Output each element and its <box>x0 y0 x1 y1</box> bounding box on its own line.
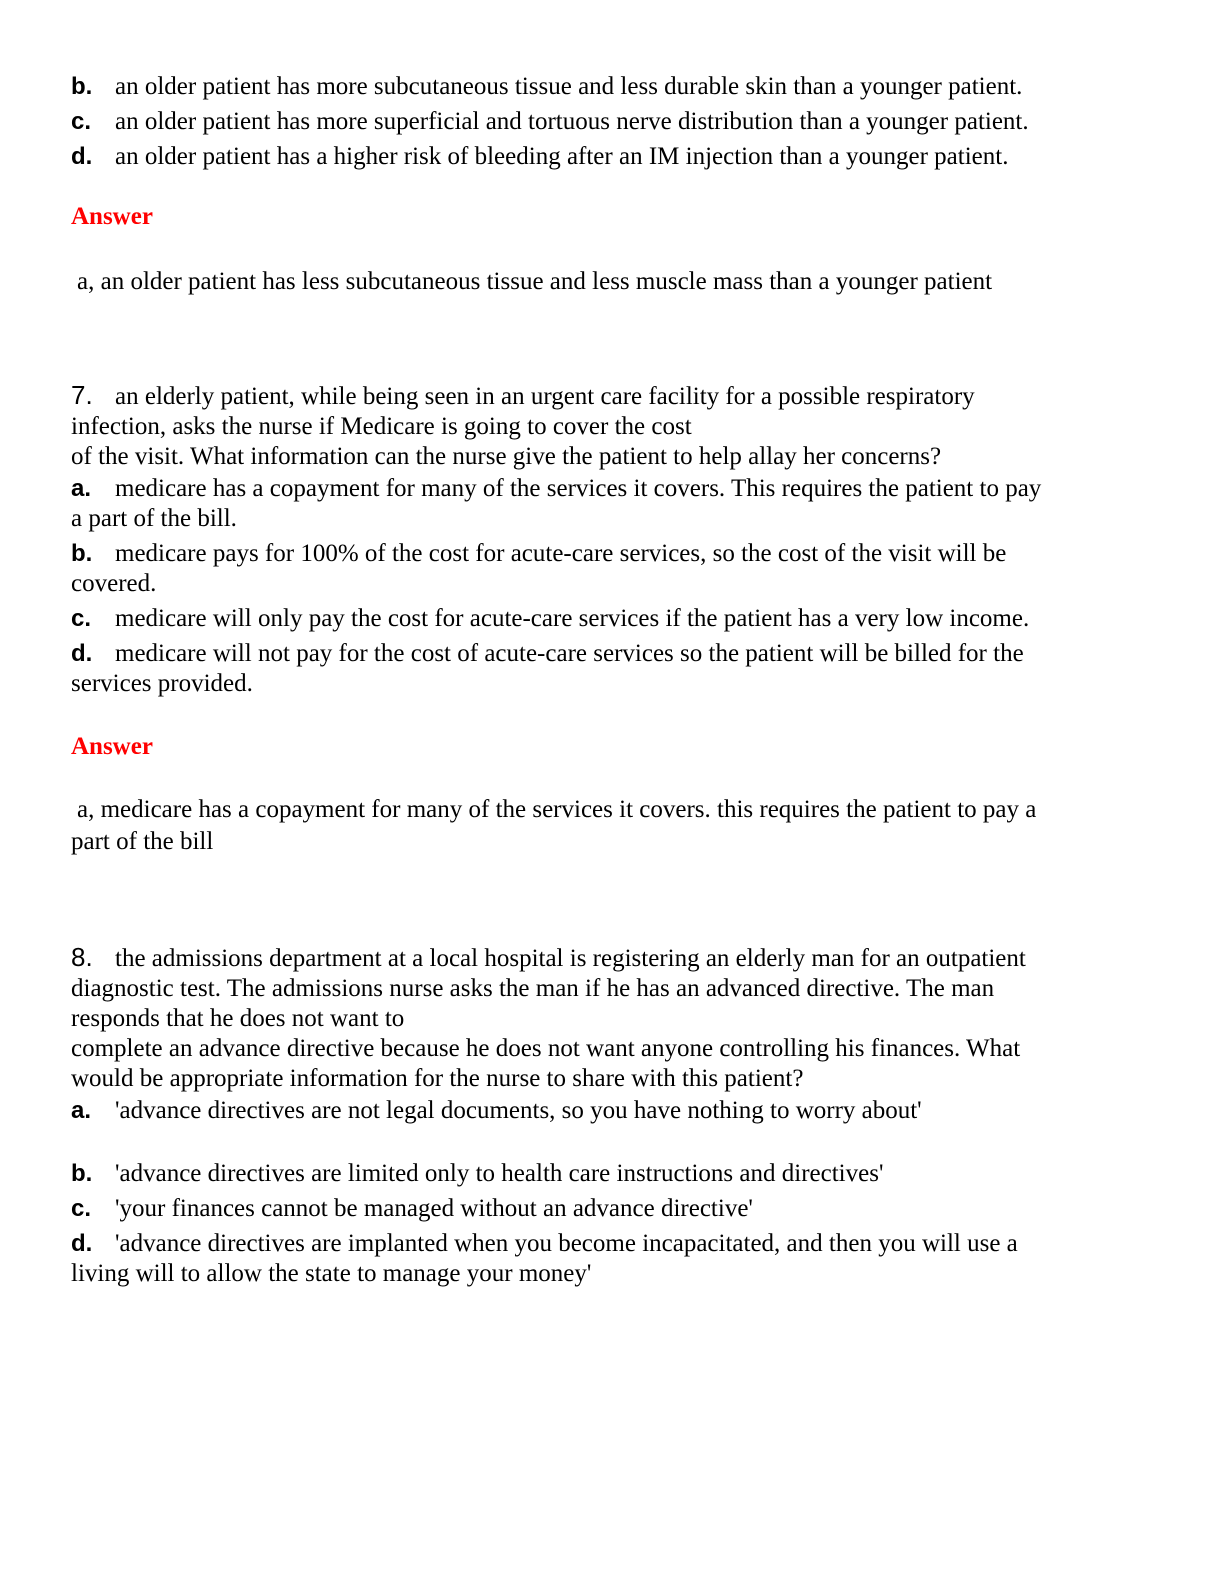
option-letter: c. <box>71 605 92 632</box>
option-c <box>71 107 1141 137</box>
question-stem <box>71 942 1141 1094</box>
answer-label: Answer <box>71 203 153 230</box>
option-c <box>71 1194 1141 1224</box>
stem-line: diagnostic test. The admissions nurse asks the man if he has an advanced directive. The man <box>71 975 995 1002</box>
option-text-wrap: covered. <box>71 570 157 597</box>
question-7 <box>71 380 1141 699</box>
option-letter: b. <box>71 1160 93 1187</box>
answer-text <box>71 794 1141 858</box>
option-text: 'your finances cannot be managed without an advance directive' <box>115 1195 753 1222</box>
answer-line: part of the bill <box>71 828 214 855</box>
option-text: 'advance directives are implanted when you become incapacitated, and then you will use a <box>115 1230 1018 1257</box>
option-letter: d. <box>71 640 93 667</box>
option-text-wrap: living will to allow the state to manage your money' <box>71 1260 592 1287</box>
answer-text: a, an older patient has less subcutaneous tissue and less muscle mass than a younger patient <box>77 268 993 295</box>
option-c <box>71 604 1141 634</box>
question-stem <box>71 380 1141 472</box>
prev-question-options <box>71 72 1141 172</box>
stem-line: complete an advance directive because he does not want anyone controlling his finances. What <box>71 1035 1021 1062</box>
option-letter: c. <box>71 108 92 135</box>
option-text: medicare has a copayment for many of the services it covers. This requires the patient to pay <box>115 475 1042 502</box>
stem-line: responds that he does not want to <box>71 1005 405 1032</box>
question-number: 8. <box>71 942 93 972</box>
answer-line: a, medicare has a copayment for many of the services it covers. this requires the patient to pay a <box>77 796 1037 823</box>
question-number: 7. <box>71 380 93 410</box>
option-d <box>71 639 1141 699</box>
option-b <box>71 72 1141 102</box>
document-page <box>71 72 1141 1294</box>
option-text-wrap: services provided. <box>71 670 253 697</box>
option-letter: c. <box>71 1195 92 1222</box>
option-b <box>71 1159 1141 1189</box>
stem-line: would be appropriate information for the nurse to share with this patient? <box>71 1065 804 1092</box>
option-a <box>71 1096 1141 1126</box>
stem-line: infection, asks the nurse if Medicare is going to cover the cost <box>71 413 692 440</box>
option-text: medicare will only pay the cost for acute-care services if the patient has a very low income. <box>115 605 1030 632</box>
question-8 <box>71 942 1141 1289</box>
option-letter: a. <box>71 475 92 502</box>
option-d <box>71 142 1141 172</box>
option-text: medicare pays for 100% of the cost for acute-care services, so the cost of the visit will be <box>115 540 1007 567</box>
option-letter: b. <box>71 540 93 567</box>
option-a <box>71 474 1141 534</box>
option-letter: b. <box>71 73 93 100</box>
stem-line: an elderly patient, while being seen in an urgent care facility for a possible respiratory <box>115 383 975 410</box>
answer-label: Answer <box>71 733 153 760</box>
option-letter: a. <box>71 1097 92 1124</box>
option-text: an older patient has more superficial and tortuous nerve distribution than a younger patient. <box>115 108 1029 135</box>
option-letter: d. <box>71 143 93 170</box>
option-text-wrap: a part of the bill. <box>71 505 237 532</box>
option-text: medicare will not pay for the cost of acute-care services so the patient will be billed for the <box>115 640 1024 667</box>
stem-line: the admissions department at a local hospital is registering an elderly man for an outpatient <box>115 945 1026 972</box>
stem-line: of the visit. What information can the nurse give the patient to help allay her concerns? <box>71 443 942 470</box>
option-text: 'advance directives are limited only to health care instructions and directives' <box>115 1160 884 1187</box>
option-letter: d. <box>71 1230 93 1257</box>
option-text: 'advance directives are not legal documents, so you have nothing to worry about' <box>115 1097 922 1124</box>
option-text: an older patient has a higher risk of bleeding after an IM injection than a younger patient. <box>115 143 1009 170</box>
option-text: an older patient has more subcutaneous tissue and less durable skin than a younger patient. <box>115 73 1023 100</box>
option-b <box>71 539 1141 599</box>
option-d <box>71 1229 1141 1289</box>
